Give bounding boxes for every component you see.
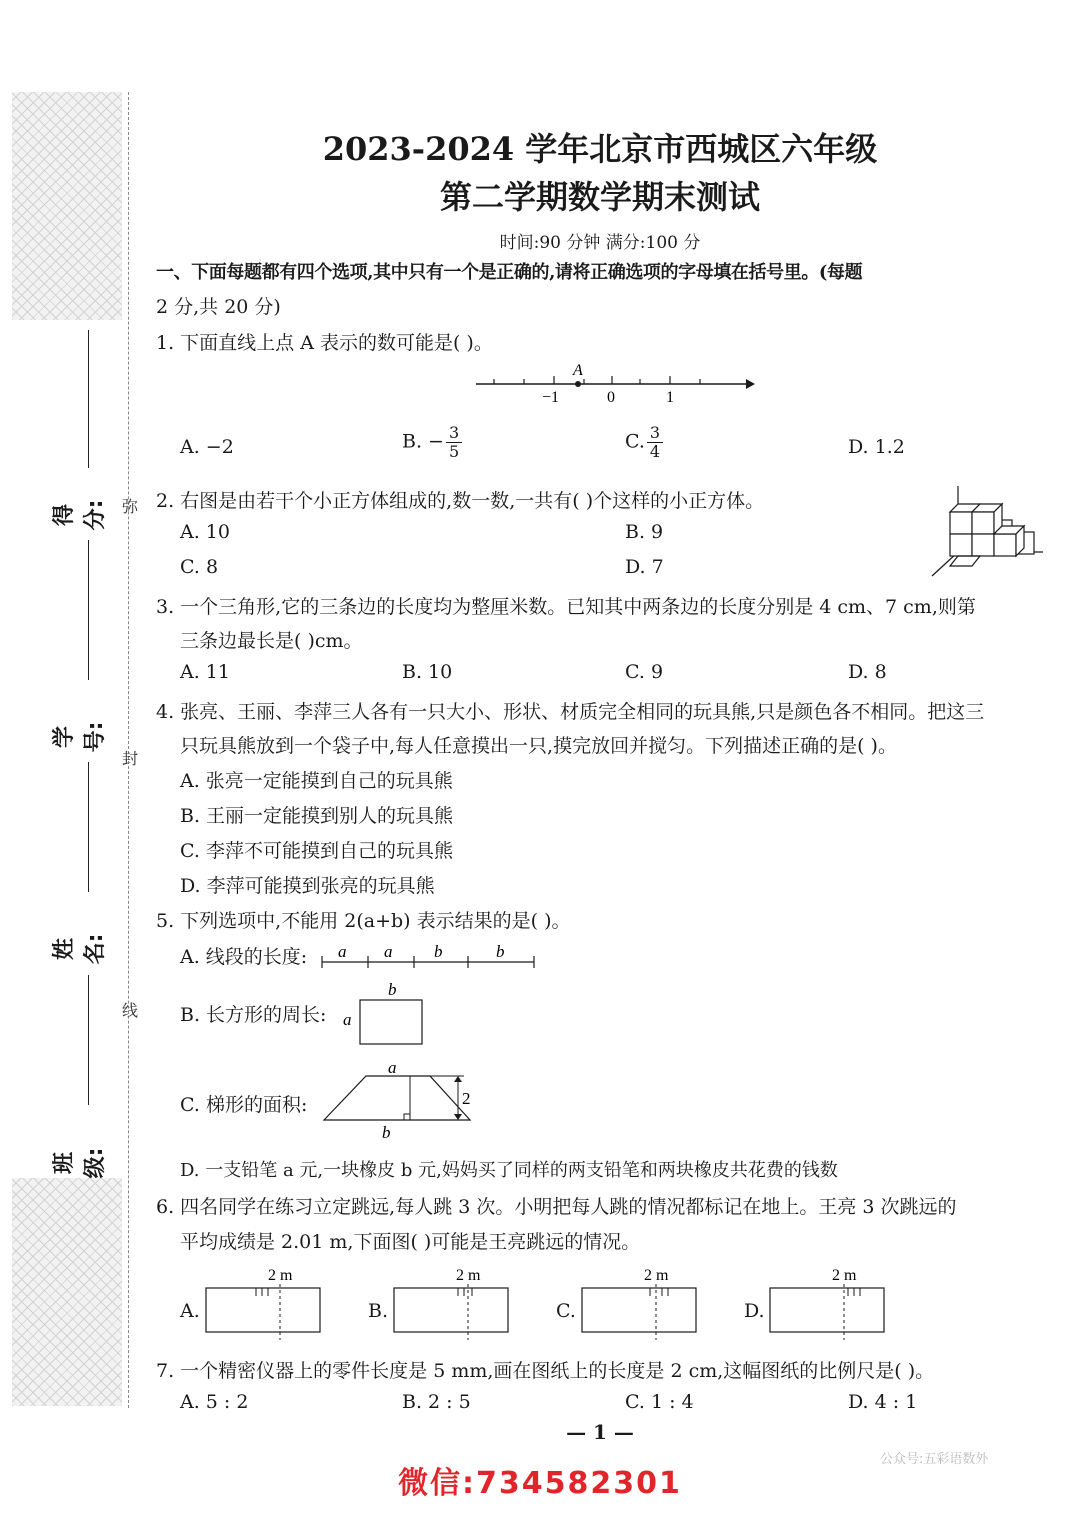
q1-option-c-prefix: C. (625, 430, 645, 453)
q1-text: 1. 下面直线上点 A 表示的数可能是( )。 (156, 332, 493, 354)
q6-text-line2: 平均成绩是 2.01 m,下面图( )可能是王亮跳远的情况。 (180, 1231, 641, 1253)
q7-option-c: C. 1 : 4 (625, 1391, 694, 1413)
class-label: 班级: (52, 1147, 108, 1179)
seal-char-2: 封 (122, 749, 139, 768)
name-label: 姓名: (52, 933, 108, 965)
q7-option-d: D. 4 : 1 (848, 1391, 918, 1413)
q1-option-b (402, 424, 462, 461)
q1-tick-label-1: 1 (666, 389, 674, 406)
q5-option-a-label: A. 线段的长度: (180, 946, 308, 968)
q5-rectangle-side-label: a (343, 1010, 352, 1029)
score-label: 得分: (52, 499, 108, 531)
q1-option-b-numerator: 3 (446, 424, 462, 443)
q2-cube-figure (928, 482, 1048, 582)
q1-option-b-fraction (446, 424, 462, 461)
q7-option-b: B. 2 : 5 (402, 1391, 471, 1413)
q4-option-d: D. 李萍可能摸到张亮的玩具熊 (180, 875, 435, 897)
q6-figure-d-mark: 2 m (832, 1267, 857, 1284)
q1-option-d: D. 1.2 (848, 436, 905, 458)
q3-text-line1: 3. 一个三角形,它的三条边的长度均为整厘米数。已知其中两条边的长度分别是 4 cm、7 cm,则第 (156, 596, 976, 618)
score-rule-2 (88, 540, 89, 680)
q5-option-b-label: B. 长方形的周长: (180, 1004, 327, 1026)
q5-segment-label-3: b (434, 942, 443, 961)
q7-text: 7. 一个精密仪器上的零件长度是 5 mm,画在图纸上的长度是 2 cm,这幅图纸的比例尺是( )。 (156, 1360, 935, 1382)
q6-option-a: A. (180, 1300, 200, 1322)
q6-jump-figure-d (768, 1262, 888, 1342)
q3-option-a: A. 11 (180, 661, 230, 683)
q1-option-c-denominator: 4 (649, 442, 661, 461)
q1-point-label: A (573, 362, 583, 379)
q7-option-a: A. 5 : 2 (180, 1391, 249, 1413)
exam-title-line1: 2023-2024 学年北京市西城区六年级 (322, 130, 878, 168)
q1-tick-label-0: 0 (607, 389, 615, 406)
q3-text-line2: 三条边最长是( )cm。 (180, 630, 363, 652)
q1-number-line (470, 360, 760, 410)
q3-option-c: C. 9 (625, 661, 664, 683)
q1-option-c-fraction (647, 424, 663, 461)
q5-segment-figure (318, 940, 540, 970)
wechat-contact: 微信:734582301 (398, 1466, 682, 1501)
section1-heading-line1: 一、下面每题都有四个选项,其中只有一个是正确的,请将正确选项的字母填在括号里。(每题 (156, 262, 863, 283)
q2-text: 2. 右图是由若干个小正方体组成的,数一数,一共有( )个这样的小正方体。 (156, 490, 765, 512)
q5-rectangle-top-label: b (388, 980, 397, 999)
page-number: — 1 — (566, 1420, 634, 1444)
q4-text-line1: 4. 张亮、王丽、李萍三人各有一只大小、形状、材质完全相同的玩具熊,只是颜色各不相同。把这三 (156, 701, 985, 723)
section1-heading-line2: 2 分,共 20 分) (156, 296, 281, 318)
q4-text-line2: 只玩具熊放到一个袋子中,每人任意摸出一只,摸完放回并搅匀。下列描述正确的是( )。 (180, 735, 897, 757)
exam-title-line2: 第二学期数学期末测试 (439, 178, 760, 216)
q6-option-c: C. (556, 1300, 576, 1322)
q3-option-d: D. 8 (848, 661, 887, 683)
exam-meta: 时间:90 分钟 满分:100 分 (499, 233, 701, 253)
score-rule (88, 330, 89, 468)
q4-option-c: C. 李萍不可能摸到自己的玩具熊 (180, 840, 453, 862)
binding-pattern-bottom (12, 1178, 122, 1406)
q6-figure-c-mark: 2 m (644, 1267, 669, 1284)
q1-option-b-prefix: B. − (402, 430, 444, 453)
q6-figure-b-mark: 2 m (456, 1267, 481, 1284)
q5-trapezoid-figure (318, 1060, 478, 1142)
q5-trapezoid-top-label: a (388, 1060, 397, 1077)
q2-option-b: B. 9 (625, 521, 664, 543)
q6-option-d: D. (744, 1300, 765, 1322)
q2-option-d: D. 7 (625, 556, 664, 578)
q2-option-a: A. 10 (180, 521, 230, 543)
student-id-rule (88, 762, 89, 892)
q6-figure-a-mark: 2 m (268, 1267, 293, 1284)
name-rule (88, 975, 89, 1105)
q5-rectangle-figure (340, 980, 430, 1048)
q1-option-c (625, 424, 663, 461)
q5-segment-label-1: a (338, 942, 347, 961)
public-account-watermark: 公众号:五彩语数外 (880, 1452, 989, 1467)
seal-char-3: 线 (122, 1001, 139, 1020)
q6-jump-figure-b (392, 1262, 512, 1342)
q5-trapezoid-height-label: 2 (462, 1089, 471, 1108)
q6-jump-figure-a (204, 1262, 324, 1342)
q1-tick-label-neg1: −1 (542, 389, 560, 406)
q2-option-c: C. 8 (180, 556, 219, 578)
q5-option-d-label: D. 一支铅笔 a 元,一块橡皮 b 元,妈妈买了同样的两支铅笔和两块橡皮共花费的钱数 (180, 1160, 838, 1181)
q4-option-a: A. 张亮一定能摸到自己的玩具熊 (180, 770, 453, 792)
q6-jump-figure-c (580, 1262, 700, 1342)
q4-option-b: B. 王丽一定能摸到别人的玩具熊 (180, 805, 454, 827)
q6-text-line1: 6. 四名同学在练习立定跳远,每人跳 3 次。小明把每人跳的情况都标记在地上。王亮 3 次跳远的 (156, 1196, 957, 1218)
q5-option-c-label: C. 梯形的面积: (180, 1094, 308, 1116)
q5-segment-label-2: a (384, 942, 393, 961)
q5-text: 5. 下列选项中,不能用 2(a+b) 表示结果的是( )。 (156, 910, 571, 932)
q5-segment-label-4: b (496, 942, 505, 961)
q3-option-b: B. 10 (402, 661, 453, 683)
q1-option-b-denominator: 5 (448, 442, 460, 461)
q1-option-c-numerator: 3 (647, 424, 663, 443)
seal-char-1: 弥 (122, 497, 139, 516)
student-id-label: 学号: (52, 721, 108, 753)
q1-option-a: A. −2 (180, 436, 234, 458)
q6-option-b: B. (368, 1300, 389, 1322)
q5-trapezoid-bottom-label: b (382, 1123, 391, 1142)
